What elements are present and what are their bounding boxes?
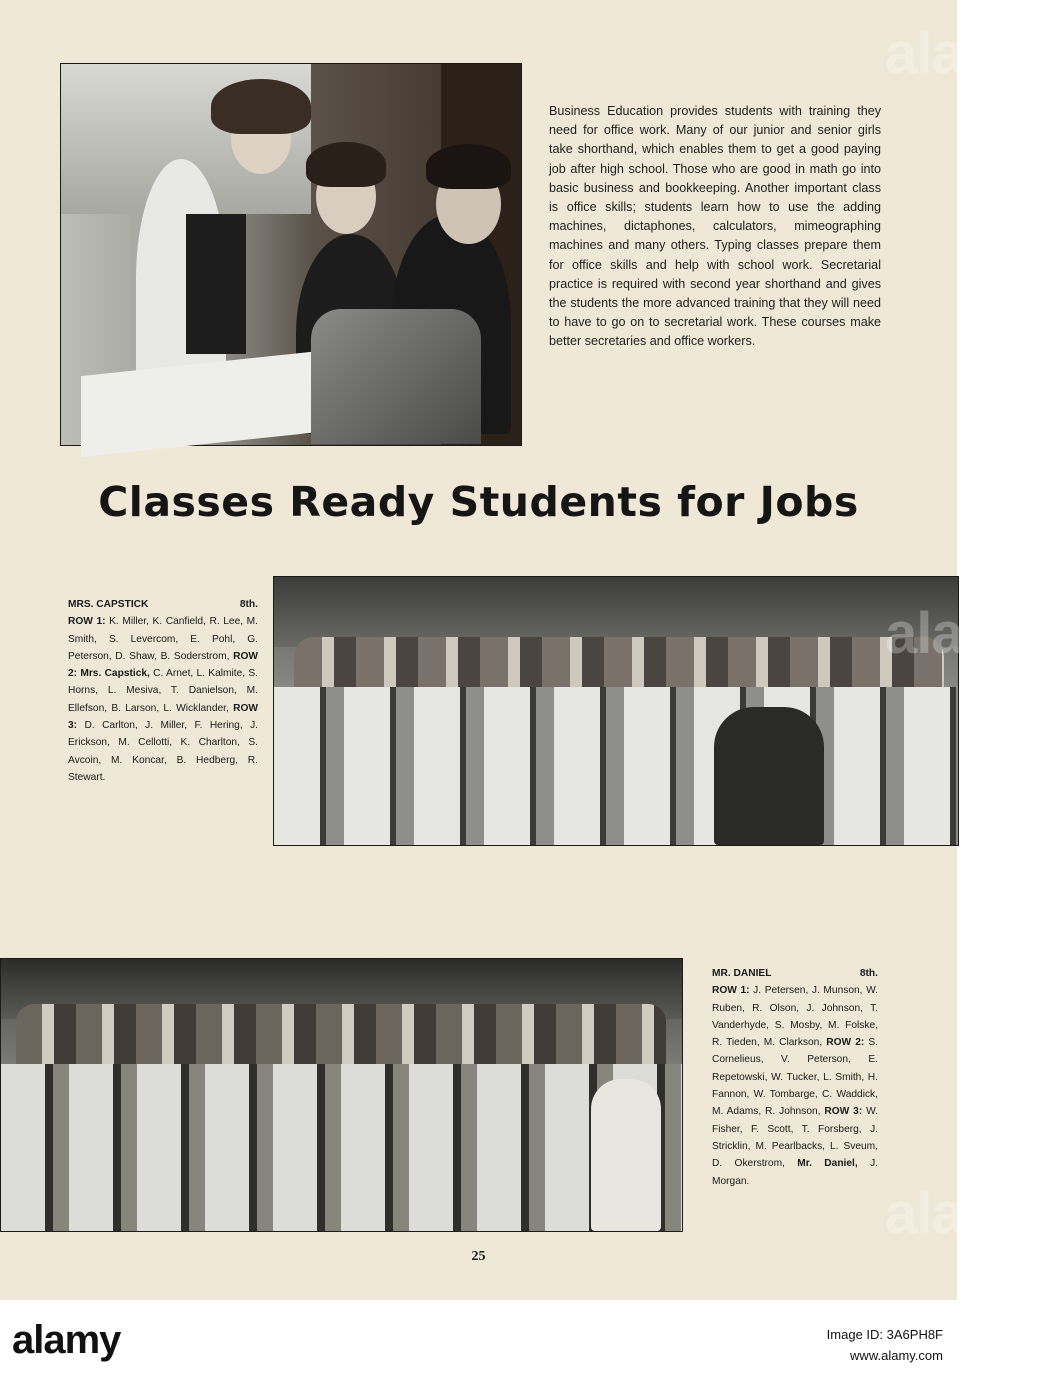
capstick-row2-names: C. Arnet, L. Kalmite, S. Horns, L. Mesiva, T. Danielson, M. Ellefson, B. Larson, L. Wicklander,	[68, 668, 258, 714]
daniel-grade: 8th.	[859, 968, 878, 979]
watermark: alamy	[885, 21, 1044, 86]
daniel-row2-label: ROW 2:	[826, 1037, 869, 1049]
footer-info	[827, 1324, 943, 1366]
capstick-row3-names: D. Carlton, J. Miller, F. Hering, J. Erickson, M. Cellotti, K. Charlton, S. Avcoin, M. Koncar, B. Hedberg, R. Stewart.	[68, 720, 258, 783]
daniel-roster	[712, 982, 878, 1190]
capstick-roster	[68, 613, 258, 786]
watermark: alamy	[885, 601, 1044, 666]
business-education-paragraph: Business Education provides students with training they need for office work. Many of our junior and senior girls take shorthand, which enables them to get a good paying job after high school. Those who are good in math go into basic business and bookkeeping. Another important class is office skills; students learn how to use the adding machines, dictaphones, calculators, mimeographing machines and many others. Typing classes prepare them for office skills and help with school work. Secretarial practice is required with second year shorthand and gives the students the more advanced training that they will need to have to go on to secretarial work. These courses make better secretaries and office workers.	[549, 104, 881, 349]
stock-footer	[0, 1300, 957, 1390]
alamy-logo: alamy	[12, 1318, 121, 1362]
capstick-row3-label: ROW 3:	[68, 702, 258, 732]
capstick-grade: 8th.	[239, 599, 258, 610]
capstick-caption	[68, 596, 258, 786]
capstick-row1-names: K. Miller, K. Canfield, R. Lee, M. Smith, S. Levercom, E. Pohl, G. Peterson, D. Shaw, B. Soderstrom,	[68, 616, 258, 662]
daniel-row1-label: ROW 1:	[712, 985, 754, 997]
page-number: 25	[471, 1249, 486, 1264]
capstick-caption-header	[68, 596, 258, 613]
daniel-caption	[712, 965, 878, 1190]
capstick-row2-label: ROW 2:	[68, 650, 258, 680]
daniel-row3-tail: J. Morgan.	[712, 1158, 878, 1187]
page-headline: Classes Ready Students for Jobs	[98, 478, 859, 526]
daniel-row3-teacher: Mr. Daniel,	[797, 1158, 871, 1170]
daniel-row2-names: S. Cornelieus, V. Peterson, E. Repetowski, W. Tucker, L. Smith, H. Fannon, W. Tombarge, C. Waddick, M. Adams, R. Johnson,	[712, 1037, 878, 1118]
site-url: www.alamy.com	[850, 1348, 943, 1363]
daniel-row1-names: J. Petersen, J. Munson, W. Ruben, R. Olson, J. Johnson, T. Vanderhyde, S. Mosby, M. Folske, R. Tieden, M. Clarkson,	[712, 985, 878, 1049]
capstick-class-photo	[273, 576, 959, 846]
daniel-row3-label: ROW 3:	[824, 1106, 867, 1118]
capstick-row1-label: ROW 1:	[68, 616, 110, 628]
watermark: alamy	[885, 1181, 1044, 1246]
daniel-caption-header	[712, 965, 878, 982]
office-skills-photo	[60, 63, 522, 446]
daniel-teacher: MR. DANIEL	[712, 968, 772, 979]
capstick-teacher: MRS. CAPSTICK	[68, 599, 149, 610]
daniel-row3-names: W. Fisher, F. Scott, T. Forsberg, J. Stricklin, M. Pearlbacks, L. Sveum, D. Okerstrom,	[712, 1106, 878, 1170]
image-id: Image ID: 3A6PH8F	[826, 1327, 943, 1342]
daniel-class-photo	[0, 958, 683, 1232]
capstick-row2-teacher: Mrs. Capstick,	[80, 668, 154, 680]
